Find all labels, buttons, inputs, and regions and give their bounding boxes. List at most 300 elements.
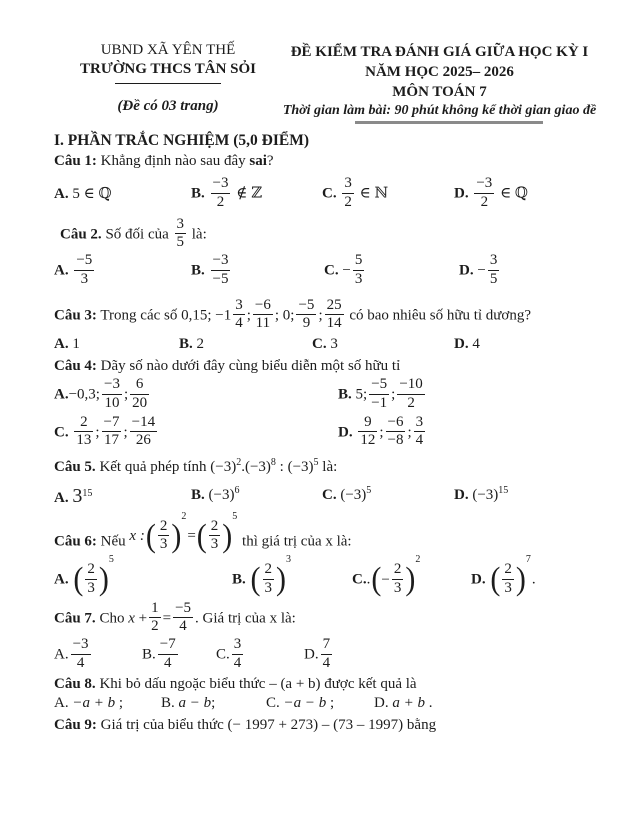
fraction [232, 637, 244, 672]
fraction [386, 415, 406, 450]
fraction [74, 415, 93, 450]
fraction-numerator: 3 [414, 415, 426, 433]
option-label: A. [54, 262, 69, 279]
fraction-numerator: −3 [211, 176, 231, 194]
question-label: Câu 7. [54, 610, 96, 627]
question-3-options [54, 335, 599, 355]
fraction-numerator: 5 [353, 253, 365, 271]
question-body: Nếu [100, 533, 126, 549]
fraction-numerator: −3 [474, 176, 494, 194]
option-label: D. [374, 695, 389, 711]
fraction [175, 217, 187, 252]
power-exponent: 5 [366, 484, 372, 496]
fraction-numerator: 2 [392, 562, 404, 580]
right-paren: ) [405, 561, 416, 598]
option-label: A. [54, 695, 69, 711]
question-label: Câu 1: [54, 152, 97, 169]
fraction [397, 377, 424, 412]
question-1 [54, 152, 599, 212]
separator: ; [391, 386, 396, 403]
option-label: A. [54, 646, 69, 663]
fraction-denominator: 3 [393, 579, 402, 596]
separator: ; [123, 386, 129, 403]
option-c [216, 638, 304, 673]
option-tail: ; [211, 695, 216, 711]
left-paren: ( [250, 561, 261, 598]
power-exponent: 8 [270, 457, 276, 468]
question-7 [54, 599, 599, 673]
question-1-text [54, 152, 599, 172]
power-base: (−3) [244, 459, 271, 475]
option-label: A. [54, 336, 69, 352]
option-value: 1 [72, 336, 80, 352]
equals-sign: = [162, 610, 172, 627]
fraction [414, 415, 426, 450]
fraction-numerator: −5 [74, 253, 94, 271]
option-a [54, 483, 191, 509]
left-paren: ( [490, 561, 501, 598]
option-prefix: −0,3; [68, 386, 100, 403]
left-paren: ( [145, 518, 156, 554]
right-paren: ) [171, 518, 182, 554]
power-exponent: 6 [234, 484, 240, 496]
option-label: A. [54, 386, 69, 403]
fraction-denominator: 3 [354, 270, 363, 287]
fraction-numerator: 2 [158, 519, 170, 537]
option-label: A. [54, 571, 69, 588]
question-tail: là: [322, 459, 338, 475]
fraction [263, 562, 275, 597]
fraction-denominator: 9 [302, 315, 311, 332]
fraction [502, 562, 514, 597]
fraction [253, 298, 273, 333]
right-paren: ) [276, 561, 287, 598]
fraction-denominator: 4 [164, 654, 172, 671]
fraction-denominator: 12 [360, 432, 376, 449]
question-body: Trong các số 0,15; −1 [100, 307, 232, 324]
question-tail: thì giá trị của x là: [242, 533, 352, 549]
option-label: B. [338, 386, 352, 403]
fraction [369, 377, 389, 412]
option-label: A. [54, 185, 69, 202]
option-tail: ; [118, 695, 124, 711]
option-c [322, 177, 454, 212]
equals-sign: = [187, 528, 196, 544]
option-a [54, 185, 191, 205]
option-label: C. [352, 571, 367, 588]
fraction-numerator: −7 [158, 637, 178, 655]
separator: ; [246, 307, 251, 324]
paren-fraction: ( $\frac{2}{3}$ ) 7 [490, 554, 531, 598]
option-label: A. [54, 489, 69, 506]
option-label: C. [216, 646, 230, 663]
option-value: a + b [392, 695, 425, 711]
fraction-denominator: −8 [387, 432, 404, 449]
school-year: NĂM HỌC 2025– 2026 [365, 64, 514, 80]
fraction-numerator: 6 [130, 377, 149, 395]
school-name: TRƯỜNG THCS TÂN SỎI [79, 61, 256, 77]
option-d [471, 554, 599, 598]
fraction [158, 519, 170, 554]
option-label: C. [266, 695, 280, 711]
fraction [102, 415, 122, 450]
fraction [149, 601, 161, 636]
variable: x : [129, 528, 145, 544]
fraction-numerator: 2 [74, 415, 93, 433]
fraction-denominator: 17 [104, 432, 119, 449]
fraction-denominator: −5 [212, 270, 229, 287]
option-c [324, 254, 459, 289]
question-5 [54, 458, 599, 509]
question-7-text [54, 599, 599, 637]
fraction-numerator: 2 [209, 519, 221, 537]
fraction-denominator: 4 [76, 654, 85, 671]
fraction-denominator: 4 [415, 432, 424, 449]
option-c [266, 694, 374, 714]
question-7-options [54, 638, 599, 673]
option-value: −a − b [283, 695, 327, 711]
fraction-numerator: 3 [232, 637, 244, 655]
fraction [158, 637, 178, 672]
option-value: 3 [330, 336, 338, 352]
fraction-numerator: −3 [71, 637, 91, 655]
operator: . [241, 459, 245, 475]
question-2 [54, 215, 599, 289]
option-label: C. [322, 185, 337, 202]
fraction [211, 253, 231, 288]
left-paren: ( [371, 561, 382, 598]
option-a [54, 335, 179, 355]
fraction-numerator: −7 [102, 415, 122, 433]
left-paren: ( [196, 518, 207, 554]
fraction-denominator: 20 [132, 394, 148, 411]
question-5-text [54, 458, 599, 478]
option-a [54, 254, 191, 289]
issuer-block [54, 42, 282, 124]
power-exponent: 15 [82, 487, 93, 499]
question-label: Câu 6: [54, 533, 97, 549]
option-label: B. [179, 336, 193, 352]
fraction-numerator: 3 [233, 298, 245, 316]
option-label: B. [191, 262, 205, 279]
fraction [296, 298, 316, 333]
option-prefix: 5; [355, 386, 368, 403]
fraction-numerator: −10 [397, 377, 424, 395]
separator: ; [123, 424, 128, 441]
fraction-denominator: −1 [371, 394, 388, 411]
question-label: Câu 3: [54, 307, 97, 324]
option-d [338, 413, 599, 451]
option-b [161, 694, 266, 714]
option-d [459, 254, 599, 289]
right-paren: ) [515, 561, 526, 598]
option-tail: . [531, 571, 536, 588]
option-label: D. [454, 185, 469, 202]
option-d [454, 177, 599, 212]
fraction-denominator: 2 [216, 193, 225, 210]
power-exponent: 5 [313, 457, 319, 468]
option-tail: ∈ ℚ [500, 185, 528, 202]
fraction-denominator: 2 [407, 394, 415, 411]
option-prefix: . [366, 571, 371, 588]
fraction-numerator: −14 [130, 415, 157, 433]
option-tail: ∈ ℕ [359, 185, 389, 202]
question-6-text [54, 510, 599, 560]
question-3 [54, 296, 599, 355]
option-label: C. [322, 486, 337, 503]
fraction-denominator: 5 [489, 270, 498, 287]
fraction-numerator: 3 [488, 253, 500, 271]
question-body: Giá trị của biểu thức (− 1997 + 273) – (73 – 1997) bằng [100, 716, 437, 733]
option-label: B. [161, 695, 175, 711]
question-2-text [54, 215, 599, 253]
minus-sign: − [381, 571, 390, 588]
variable: x [128, 610, 135, 627]
left-paren: ( [73, 561, 84, 598]
fraction-denominator: 2 [344, 193, 352, 210]
option-b [142, 638, 216, 673]
fraction-numerator: 3 [342, 176, 354, 194]
paren-fraction: ( $\frac{2}{3}$ ) 3 [250, 554, 292, 598]
fraction [85, 562, 97, 597]
option-b [179, 335, 312, 355]
pages-note: (Đề có 03 trang) [117, 98, 219, 114]
question-label: Câu 2. [60, 226, 102, 243]
option-label: D. [338, 424, 353, 441]
power-exponent: 15 [498, 484, 509, 496]
issuer-line: UBND XÃ YÊN THẾ [100, 42, 236, 58]
option-label: C. [312, 336, 327, 352]
question-6 [54, 510, 599, 598]
fraction-denominator: 4 [322, 654, 331, 671]
option-label: B. [191, 486, 205, 503]
question-body: Số đối của [105, 226, 169, 243]
option-value: 4 [472, 336, 480, 352]
question-body: Khẳng định nào sau đây [100, 152, 246, 169]
time-underline [355, 121, 543, 124]
fraction-numerator: 1 [149, 601, 161, 619]
question-1-options [54, 177, 599, 212]
fraction-numerator: −6 [386, 415, 406, 433]
fraction-numerator: 3 [175, 217, 187, 235]
option-tail: ∉ ℤ [236, 185, 263, 202]
option-c [54, 413, 338, 451]
fraction-denominator: 3 [159, 536, 168, 553]
fraction-denominator: 3 [210, 536, 219, 553]
separator: ; [318, 307, 323, 324]
question-9 [54, 716, 599, 736]
minus-sign: − [477, 262, 486, 279]
power-expression [210, 459, 318, 475]
fraction-denominator: 3 [87, 579, 95, 596]
question-8-options [54, 694, 599, 714]
fraction [102, 377, 122, 412]
power-base: 3 [72, 484, 83, 507]
fraction [342, 176, 354, 211]
question-5-options [54, 483, 599, 509]
equation [129, 510, 238, 555]
operator: : [275, 459, 288, 475]
fraction-numerator: 7 [321, 637, 333, 655]
option-label: D. [454, 336, 469, 352]
option-d [454, 335, 599, 355]
option-b [338, 378, 599, 413]
separator: ; [379, 424, 384, 441]
option-label: D. [454, 486, 469, 503]
option-value: −a + b [72, 695, 116, 711]
fraction-denominator: 2 [480, 193, 489, 210]
fraction [130, 415, 157, 450]
question-9-text [54, 716, 599, 736]
option-c [352, 554, 471, 598]
header-divider-line [115, 81, 221, 84]
fraction-denominator: 4 [233, 654, 242, 671]
option-a [54, 638, 142, 673]
fraction-numerator: 9 [358, 415, 377, 433]
option-a [54, 554, 232, 598]
fraction [358, 415, 377, 450]
fraction-numerator: −3 [102, 377, 122, 395]
fraction-numerator: 25 [325, 298, 344, 316]
separator: ; [95, 424, 100, 441]
question-body: Cho [99, 610, 125, 627]
fraction-denominator: 10 [104, 394, 120, 411]
fraction [353, 253, 365, 288]
option-label: B. [232, 571, 246, 588]
option-value: 5 ∈ ℚ [72, 185, 112, 202]
fraction-numerator: 2 [502, 562, 514, 580]
option-d [304, 638, 599, 673]
subject-title: MÔN TOÁN 7 [392, 84, 487, 100]
fraction [209, 519, 221, 554]
fraction [211, 176, 231, 211]
fraction [474, 176, 494, 211]
exam-title-block [282, 42, 597, 124]
paren-fraction: ( − $\frac{2}{3}$ ) 2 [371, 554, 421, 598]
question-tail: ? [266, 152, 274, 169]
question-2-options [54, 254, 599, 289]
question-4-text [54, 357, 599, 377]
question-bold-word: sai [249, 152, 267, 169]
power-base: (−3) [287, 459, 314, 475]
fraction [173, 601, 193, 636]
fraction [325, 298, 344, 333]
fraction-denominator: 11 [255, 315, 271, 332]
option-label: D. [471, 571, 486, 588]
question-body: Dãy số nào dưới đây cùng biểu diễn một số hữu tỉ [100, 357, 401, 374]
option-label: C. [324, 262, 339, 279]
option-a [54, 694, 161, 714]
paren-fraction: ( $\frac{2}{3}$ ) 5 [196, 510, 238, 554]
option-b [191, 254, 324, 289]
option-label: B. [142, 646, 156, 663]
option-c [312, 335, 454, 355]
fraction [233, 298, 245, 333]
fraction [321, 637, 333, 672]
fraction-denominator: 3 [80, 270, 89, 287]
fraction-numerator: −3 [211, 253, 231, 271]
fraction [71, 637, 91, 672]
question-tail: là: [191, 226, 207, 243]
option-label: D. [459, 262, 474, 279]
power-base: (−3) [210, 459, 237, 475]
power-base: (−3) [208, 486, 235, 503]
section-title: I. PHẦN TRẮC NGHIỆM (5,0 ĐIỂM) [54, 131, 310, 149]
option-b [232, 554, 352, 598]
fraction-denominator: 2 [151, 618, 159, 635]
power-exponent: 2 [236, 457, 242, 468]
question-body: Khi bỏ dấu ngoặc biểu thức – (a + b) được kết quả là [99, 675, 417, 692]
exam-title: ĐỀ KIỂM TRA ĐÁNH GIÁ GIỮA HỌC KỲ I [290, 44, 589, 60]
minus-sign: − [342, 262, 351, 279]
plus-sign: + [138, 610, 148, 627]
fraction-numerator: −5 [296, 298, 316, 316]
question-4-options [54, 378, 599, 450]
fraction-numerator: 2 [85, 562, 97, 580]
document-header [0, 0, 623, 124]
time-note: Thời gian làm bài: 90 phút không kể thời gian giao đề [282, 103, 597, 118]
fraction-denominator: 3 [264, 579, 273, 596]
fraction-denominator: 26 [135, 432, 151, 449]
fraction-denominator: 3 [504, 579, 512, 596]
option-tail: ; [330, 695, 335, 711]
separator: ; 0; [274, 307, 295, 324]
question-8 [54, 675, 599, 714]
fraction-numerator: 2 [263, 562, 275, 580]
fraction [130, 377, 149, 412]
fraction-numerator: −5 [173, 601, 193, 619]
option-d [374, 694, 599, 714]
separator: ; [407, 424, 412, 441]
question-8-text [54, 675, 599, 695]
power-base: (−3) [340, 486, 367, 503]
right-paren: ) [222, 518, 233, 554]
question-6-options [54, 554, 599, 598]
question-label: Câu 4: [54, 357, 97, 374]
option-c [322, 486, 454, 506]
option-label: B. [191, 185, 205, 202]
option-d [454, 486, 599, 506]
question-body: Kết quả phép tính [99, 459, 207, 475]
question-label: Câu 9: [54, 716, 97, 733]
question-3-text [54, 296, 599, 334]
paren-fraction: ( $\frac{2}{3}$ ) 2 [145, 510, 187, 554]
question-tail: có bao nhiêu số hữu tỉ dương? [349, 307, 532, 324]
option-value: 2 [196, 336, 205, 352]
question-tail: . Giá trị của x là: [195, 610, 296, 627]
option-a [54, 378, 338, 413]
question-label: Câu 5. [54, 459, 96, 475]
fraction [74, 253, 94, 288]
right-paren: ) [98, 561, 109, 598]
power-base: (−3) [472, 486, 499, 503]
question-4 [54, 357, 599, 451]
fraction-denominator: 14 [326, 315, 342, 332]
option-b [191, 177, 322, 212]
option-value: a − b [178, 695, 212, 711]
fraction-denominator: 4 [235, 315, 243, 332]
option-b [191, 486, 322, 506]
fraction-numerator: −6 [253, 298, 273, 316]
fraction-denominator: 5 [176, 234, 185, 251]
fraction-numerator: −5 [369, 377, 389, 395]
option-label: C. [54, 424, 69, 441]
fraction [488, 253, 500, 288]
option-tail: . [428, 695, 433, 711]
fraction-denominator: 4 [179, 618, 187, 635]
paren-fraction: ( $\frac{2}{3}$ ) 5 [73, 554, 114, 598]
fraction [392, 562, 404, 597]
